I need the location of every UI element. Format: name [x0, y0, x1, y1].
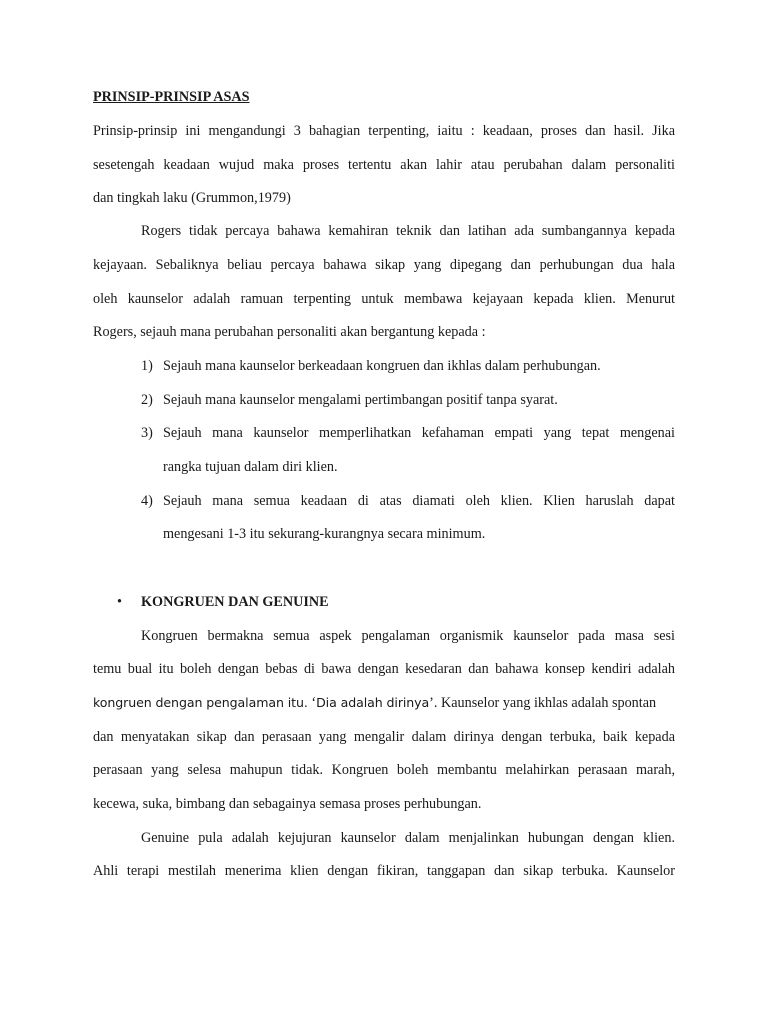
list-item-3-line-2: rangka tujuan dalam diri klien. [163, 459, 338, 475]
para2-line-2: kejayaan. Sebaliknya beliau percaya bahawa sikap yang dipegang dan perhubungan dua hala [93, 257, 675, 273]
list-number-4: 4) [141, 493, 153, 509]
section-heading: PRINSIP-PRINSIP ASAS [93, 89, 250, 105]
list-item-4-line-2: mengesani 1-3 itu sekurang-kurangnya secara minimum. [163, 526, 486, 542]
list-number-1: 1) [141, 358, 153, 374]
para3-line-1: Kongruen bermakna semua aspek pengalaman organismik kaunselor pada masa sesi [141, 628, 675, 644]
para3-line-3-sans-a: kongruen dengan pengalaman itu. [93, 695, 308, 710]
para3-line-3-open-quote: ‘ [307, 695, 317, 711]
para2-line-4: Rogers, sejauh mana perubahan personaliti akan bergantung kepada : [93, 324, 486, 340]
para2-line-1: Rogers tidak percaya bahawa kemahiran teknik dan latihan ada sumbangannya kepada [141, 223, 675, 239]
bullet-marker: • [117, 594, 122, 610]
para3-line-4: dan menyatakan sikap dan perasaan yang mengalir dalam dirinya dengan terbuka, baik kepada [93, 729, 675, 745]
para3-line-5: perasaan yang selesa mahupun tidak. Kongruen boleh membantu melahirkan perasaan marah, [93, 762, 675, 778]
subsection-heading: KONGRUEN DAN GENUINE [141, 594, 329, 610]
para2-line-3: oleh kaunselor adalah ramuan terpenting untuk membawa kejayaan kepada klien. Menurut [93, 291, 675, 307]
list-number-3: 3) [141, 425, 153, 441]
list-item-2-line-1: Sejauh mana kaunselor mengalami pertimbangan positif tanpa syarat. [163, 392, 558, 408]
para1-line-1: Prinsip-prinsip ini mengandungi 3 bahagian terpenting, iaitu : keadaan, proses dan hasil. Jika [93, 123, 675, 139]
para4-line-2: Ahli terapi mestilah menerima klien dengan fikiran, tanggapan dan sikap terbuka. Kaunselor [93, 863, 675, 879]
para3-line-6: kecewa, suka, bimbang dan sebagainya semasa proses perhubungan. [93, 796, 482, 812]
para3-line-3 [93, 694, 675, 712]
para1-line-3: dan tingkah laku (Grummon,1979) [93, 190, 291, 206]
para3-line-3-rest: ’. Kaunselor yang ikhlas adalah spontan [429, 695, 657, 711]
list-item-4-line-1: Sejauh mana semua keadaan di atas diamati oleh klien. Klien haruslah dapat [163, 493, 675, 509]
para1-line-2: sesetengah keadaan wujud maka proses tertentu akan lahir atau perubahan dalam personaliti [93, 157, 675, 173]
para3-line-2: temu bual itu boleh dengan bebas di bawa dengan kesedaran dan bahawa konsep kendiri adalah [93, 661, 675, 677]
para4-line-1: Genuine pula adalah kejujuran kaunselor dalam menjalinkan hubungan dengan klien. [141, 830, 675, 846]
list-number-2: 2) [141, 392, 153, 408]
list-item-3-line-1: Sejauh mana kaunselor memperlihatkan kefahaman empati yang tepat mengenai [163, 425, 675, 441]
para3-line-3-sans-b: Dia adalah dirinya [316, 695, 430, 710]
list-item-1-line-1: Sejauh mana kaunselor berkeadaan kongruen dan ikhlas dalam perhubungan. [163, 358, 601, 374]
